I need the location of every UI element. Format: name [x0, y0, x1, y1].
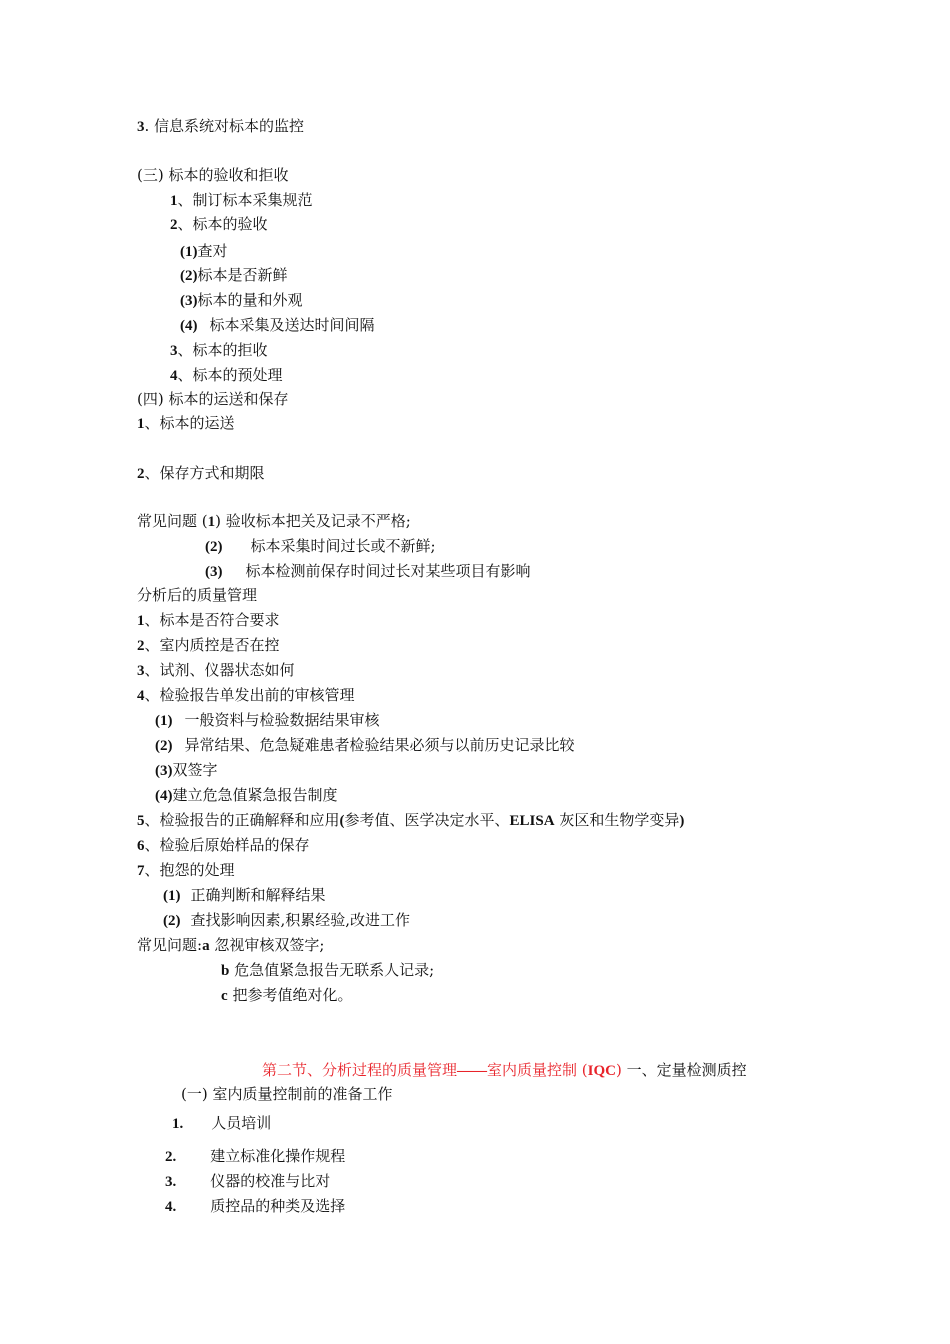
heading-post-analysis: 分析后的质量管理 — [137, 586, 258, 604]
list-item: (1) 正确判断和解释结果 — [163, 886, 326, 904]
list-item: 3、标本的拒收 — [170, 341, 268, 359]
subheading-preparation: (一) 室内质量控制前的准备工作 — [181, 1085, 393, 1103]
list-item: 4. 质控品的种类及选择 — [165, 1197, 346, 1215]
list-item: (2) 查找影响因素,积累经验,改进工作 — [163, 911, 411, 929]
list-item: 1、标本的运送 — [137, 414, 235, 432]
heading-acceptance-rejection: (三) 标本的验收和拒收 — [137, 166, 289, 184]
list-item: (3)标本的量和外观 — [180, 291, 303, 309]
list-item: (2) 异常结果、危急疑难患者检验结果必须与以前历史记录比较 — [155, 736, 575, 754]
list-item: 1、制订标本采集规范 — [170, 191, 313, 209]
list-item: 4、标本的预处理 — [170, 366, 283, 384]
list-item: 2、标本的验收 — [170, 215, 268, 233]
list-item: 4、检验报告单发出前的审核管理 — [137, 686, 355, 704]
list-item: 5、检验报告的正确解释和应用(参考值、医学决定水平、ELISA 灰区和生物学变异) — [137, 811, 685, 829]
section-heading: 第二节、分析过程的质量管理——室内质量控制 (IQC) 一、定量检测质控 — [262, 1061, 747, 1079]
heading-transport-storage: (四) 标本的运送和保存 — [137, 390, 289, 408]
list-item: (2) 标本采集时间过长或不新鲜; — [205, 537, 436, 555]
line-monitoring: 3. 信息系统对标本的监控 — [137, 117, 305, 135]
list-item: (2)标本是否新鲜 — [180, 266, 288, 284]
common-problems-line: 常见问题:a 忽视审核双签字; — [137, 936, 325, 954]
list-item: (4) 标本采集及送达时间间隔 — [180, 316, 375, 334]
list-item: (3)双签字 — [155, 761, 218, 779]
list-item: (4)建立危急值紧急报告制度 — [155, 786, 338, 804]
list-item: 6、检验后原始样品的保存 — [137, 836, 310, 854]
list-item: c 把参考值绝对化。 — [221, 986, 353, 1004]
list-item: (1) 一般资料与检验数据结果审核 — [155, 711, 380, 729]
list-item: 7、抱怨的处理 — [137, 861, 235, 879]
list-item: 2、室内质控是否在控 — [137, 636, 280, 654]
list-item: 3、试剂、仪器状态如何 — [137, 661, 295, 679]
list-item: b 危急值紧急报告无联系人记录; — [221, 961, 435, 979]
list-item: (3) 标本检测前保存时间过长对某些项目有影响 — [205, 562, 531, 580]
list-item: 2、保存方式和期限 — [137, 464, 265, 482]
list-item: 3. 仪器的校准与比对 — [165, 1172, 331, 1190]
list-item: 2. 建立标准化操作规程 — [165, 1147, 346, 1165]
list-item: (1)查对 — [180, 242, 228, 260]
list-item: 1. 人员培训 — [172, 1114, 272, 1132]
common-problems-line: 常见问题 (1) 验收标本把关及记录不严格; — [137, 512, 411, 530]
list-item: 1、标本是否符合要求 — [137, 611, 280, 629]
